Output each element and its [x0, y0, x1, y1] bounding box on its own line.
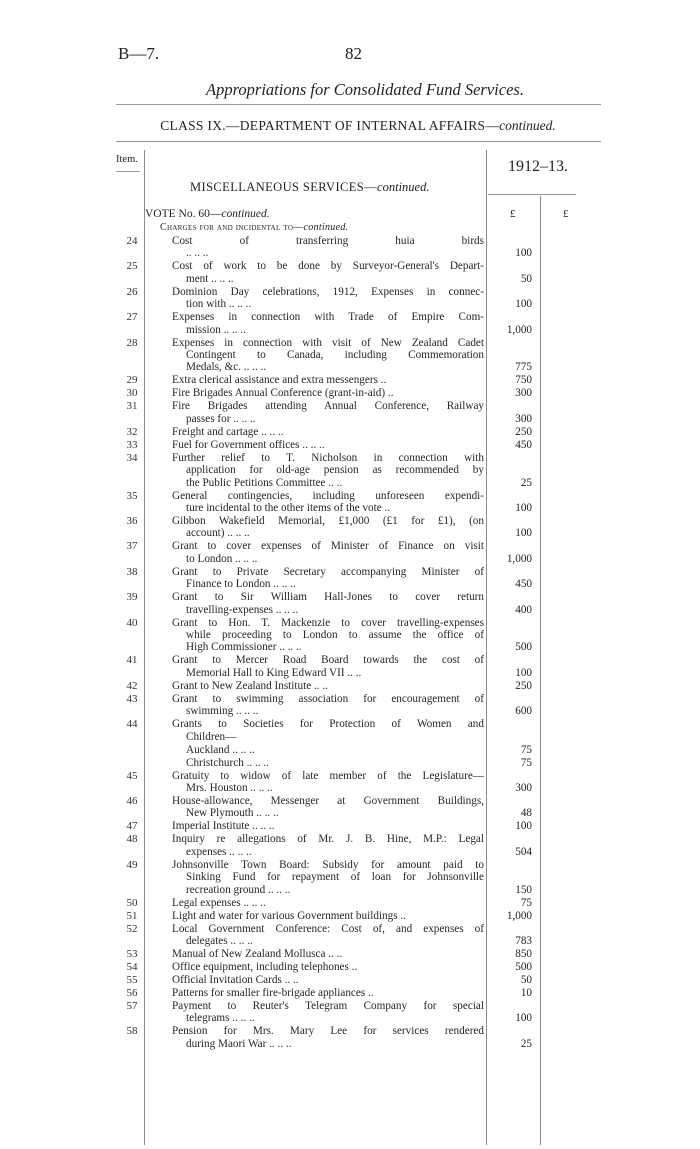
item-description-line: Gibbon Wakefield Memorial, £1,000 (£1 for £1), (on	[172, 515, 484, 527]
item-number: 34	[126, 451, 138, 464]
item-amount: 775	[515, 361, 532, 374]
item-description-line: Grants to Societies for Protection of Women and	[172, 718, 484, 731]
item-description-line: Imperial Institute .. .. ..	[172, 820, 275, 833]
item-description-line: recreation ground .. .. ..	[186, 883, 291, 896]
item-description-line: expenses .. .. ..	[186, 845, 252, 858]
item-number: 52	[126, 922, 138, 935]
item-header-rule	[116, 171, 140, 172]
class-heading	[118, 118, 598, 134]
page-number: 82	[345, 44, 362, 63]
item-description-line: Grant to Hon. T. Mackenzie to cover travelling-expenses	[172, 616, 484, 629]
item-number: 37	[126, 540, 138, 553]
item-amount: 1,000	[506, 909, 532, 922]
item-number: 40	[126, 616, 138, 629]
item-description-line: Expenses in connection with visit of New Zealand Cadet	[172, 336, 484, 349]
item-description-line: Grant to cover expenses of Minister of Finance on visit	[172, 540, 484, 553]
item-description-line: Grant to swimming association for encouragement of	[172, 692, 484, 705]
item-description-line: Payment to Reuter's Telegram Company for special	[172, 1000, 484, 1012]
charges-heading-text: Charges for and incidental to—	[160, 222, 304, 233]
item-number: 54	[126, 961, 138, 973]
item-description-line: General contingencies, including unforeseen expendi-	[172, 489, 484, 502]
pound-sign-col2: £	[563, 208, 569, 220]
item-description-line: Cost of transferring huia birds	[172, 235, 484, 247]
item-number: 41	[126, 654, 138, 667]
item-amount: 400	[515, 603, 532, 616]
item-description-line: telegrams .. .. ..	[186, 1012, 255, 1025]
vote-heading-text: VOTE No. 60—	[145, 208, 222, 220]
item-number: 33	[126, 438, 138, 451]
item-amount: 500	[515, 961, 532, 973]
item-description-line: mission .. .. ..	[186, 323, 246, 336]
item-description-line: Dominion Day celebrations, 1912, Expenses in connec-	[172, 285, 484, 298]
item-description-line: Grant to Sir William Hall-Jones to cover return	[172, 591, 484, 604]
item-amount: 100	[515, 527, 532, 540]
item-number: 39	[126, 591, 138, 604]
item-amount: 50	[520, 272, 532, 285]
item-description-line: ture incidental to the other items of the vote ..	[186, 501, 391, 514]
class-heading-text: CLASS IX.—DEPARTMENT OF INTERNAL AFFAIRS—	[160, 118, 500, 133]
item-number: 26	[126, 285, 138, 298]
item-amount: 300	[515, 387, 532, 400]
item-amount: 600	[515, 705, 532, 718]
item-number: 51	[126, 909, 138, 922]
vote-heading	[145, 208, 270, 220]
item-description-line: Finance to London .. .. ..	[186, 578, 296, 591]
item-amount: 100	[515, 298, 532, 311]
item-number: 57	[126, 1000, 138, 1012]
item-number: 50	[126, 896, 138, 909]
item-amount: 10	[520, 987, 532, 999]
amount-column-divider	[486, 150, 487, 1145]
item-number: 48	[126, 833, 138, 846]
item-amount: 100	[515, 666, 532, 679]
item-description-line: Manual of New Zealand Mollusca .. ..	[172, 948, 343, 960]
item-number: 43	[126, 692, 138, 705]
item-number: 44	[126, 718, 138, 731]
section-heading-continued: continued.	[377, 180, 430, 194]
class-rule	[116, 141, 601, 142]
item-number: 29	[126, 374, 138, 387]
item-number: 32	[126, 425, 138, 438]
section-heading-text: MISCELLANEOUS SERVICES—	[190, 180, 378, 194]
item-description-line: High Commissioner .. .. ..	[186, 641, 302, 654]
item-number: 30	[126, 387, 138, 400]
item-description-line: Legal expenses .. .. ..	[172, 896, 266, 909]
item-description-line: Gratuity to widow of late member of the Legislature—	[172, 769, 484, 782]
item-description-line: account) .. .. ..	[186, 527, 250, 540]
vote-heading-continued: continued.	[221, 208, 270, 220]
item-description-line: passes for .. .. ..	[186, 412, 256, 425]
item-amount: 25	[520, 1037, 532, 1050]
item-description-line: Christchurch .. .. ..	[186, 756, 269, 769]
item-number: 38	[126, 565, 138, 578]
year-header-rule	[488, 194, 576, 195]
item-description-line: .. .. ..	[186, 247, 209, 260]
item-number: 56	[126, 987, 138, 999]
item-description-line: delegates .. .. ..	[186, 934, 253, 947]
item-description-line: while proceeding to London to assume the office of	[186, 628, 484, 641]
item-number: 36	[126, 515, 138, 527]
item-description-line: application for old-age pension as recommended by	[186, 464, 484, 477]
item-number: 45	[126, 769, 138, 782]
item-amount: 504	[515, 845, 532, 858]
class-heading-continued: continued.	[499, 118, 556, 133]
item-amount: 250	[515, 425, 532, 438]
item-number: 35	[126, 489, 138, 502]
item-description-line: Mrs. Houston .. .. ..	[186, 781, 273, 794]
document-code: B—7.	[118, 44, 160, 63]
item-description-line: during Maori War .. .. ..	[186, 1037, 292, 1050]
item-amount: 250	[515, 679, 532, 692]
item-number: 47	[126, 820, 138, 833]
item-description-line: Cost of work to be done by Surveyor-General's Depart-	[172, 260, 484, 273]
item-description-line: New Plymouth .. .. ..	[186, 807, 279, 820]
item-amount: 50	[520, 974, 532, 986]
item-description-line: Light and water for various Government buildings ..	[172, 909, 406, 922]
item-number: 25	[126, 260, 138, 273]
title-rule	[116, 104, 601, 105]
item-amount: 850	[515, 948, 532, 960]
item-amount: 1,000	[506, 323, 532, 336]
item-amount: 750	[515, 374, 532, 387]
item-number: 53	[126, 948, 138, 960]
page-title: Appropriations for Consolidated Fund Services.	[206, 80, 524, 99]
item-number: 42	[126, 679, 138, 692]
item-description-line: Fire Brigades attending Annual Conference, Railway	[172, 400, 484, 413]
item-description-line: Fuel for Government offices .. .. ..	[172, 438, 325, 451]
item-amount: 450	[515, 578, 532, 591]
item-description-line: swimming .. .. ..	[186, 705, 259, 718]
item-amount: 150	[515, 883, 532, 896]
item-amount: 500	[515, 641, 532, 654]
item-amount: 300	[515, 781, 532, 794]
item-number: 27	[126, 311, 138, 324]
item-number: 46	[126, 795, 138, 807]
item-column-header: Item.	[116, 154, 138, 165]
item-description-line: Auckland .. .. ..	[186, 743, 255, 756]
charges-heading-continued: continued.	[303, 222, 349, 233]
item-amount: 75	[520, 756, 532, 769]
second-amount-column-divider	[540, 196, 541, 1145]
item-amount: 100	[515, 247, 532, 260]
item-amount: 783	[515, 934, 532, 947]
item-description-line: Medals, &c. .. .. ..	[186, 361, 267, 374]
item-number: 55	[126, 974, 138, 986]
item-number: 28	[126, 336, 138, 349]
item-description-line: to London .. .. ..	[186, 552, 258, 565]
item-description-line: travelling-expenses .. .. ..	[186, 603, 299, 616]
item-amount: 100	[515, 820, 532, 833]
item-description-line: Local Government Conference: Cost of, and expenses of	[172, 922, 484, 935]
item-description-line: Patterns for smaller fire-brigade appliances ..	[172, 987, 374, 999]
item-number: 24	[126, 235, 138, 247]
item-description-line: Pension for Mrs. Mary Lee for services rendered	[172, 1025, 484, 1038]
item-amount: 1,000	[506, 552, 532, 565]
item-amount: 450	[515, 438, 532, 451]
item-description-line: ment .. .. ..	[186, 272, 234, 285]
item-amount: 75	[520, 896, 532, 909]
item-description-line: Inquiry re allegations of Mr. J. B. Hine, M.P.: Legal	[172, 833, 484, 846]
item-description-line: Johnsonville Town Board: Subsidy for amount paid to	[172, 858, 484, 871]
item-number: 49	[126, 858, 138, 871]
item-description-line: Freight and cartage .. .. ..	[172, 425, 284, 438]
item-description-line: tion with .. .. ..	[186, 298, 252, 311]
item-amount: 100	[515, 1012, 532, 1025]
item-amount: 100	[515, 501, 532, 514]
item-description-line: Memorial Hall to King Edward VII .. ..	[186, 666, 362, 679]
item-description-line: Expenses in connection with Trade of Empire Com-	[172, 311, 484, 324]
item-amount: 75	[520, 743, 532, 756]
item-description-line: House-allowance, Messenger at Government Buildings,	[172, 795, 484, 807]
charges-heading	[160, 222, 348, 233]
item-description-line: the Public Petitions Committee .. ..	[186, 476, 343, 489]
item-amount: 48	[520, 807, 532, 820]
section-heading	[190, 180, 429, 195]
item-description-line: Grant to Private Secretary accompanying Minister of	[172, 565, 484, 578]
item-description-line: Grant to Mercer Road Board towards the cost of	[172, 654, 484, 667]
item-description-line: Extra clerical assistance and extra messengers ..	[172, 374, 387, 387]
pound-sign-col1: £	[510, 208, 516, 220]
item-description-line: Children—	[186, 730, 237, 743]
item-description-line: Grant to New Zealand Institute .. ..	[172, 679, 328, 692]
item-number: 58	[126, 1025, 138, 1038]
item-amount: 25	[520, 476, 532, 489]
year-column-header: 1912–13.	[508, 158, 568, 175]
item-description-line: Contingent to Canada, including Commemoration	[186, 348, 484, 361]
item-description-line: Further relief to T. Nicholson in connection with	[172, 451, 484, 464]
item-description-line: Office equipment, including telephones ..	[172, 961, 358, 973]
item-description-line: Fire Brigades Annual Conference (grant-in-aid) ..	[172, 387, 394, 400]
item-description-line: Official Invitation Cards .. ..	[172, 974, 299, 986]
item-number: 31	[126, 400, 138, 413]
item-amount: 300	[515, 412, 532, 425]
item-description-line: Sinking Fund for repayment of loan for Johnsonville	[186, 871, 484, 884]
